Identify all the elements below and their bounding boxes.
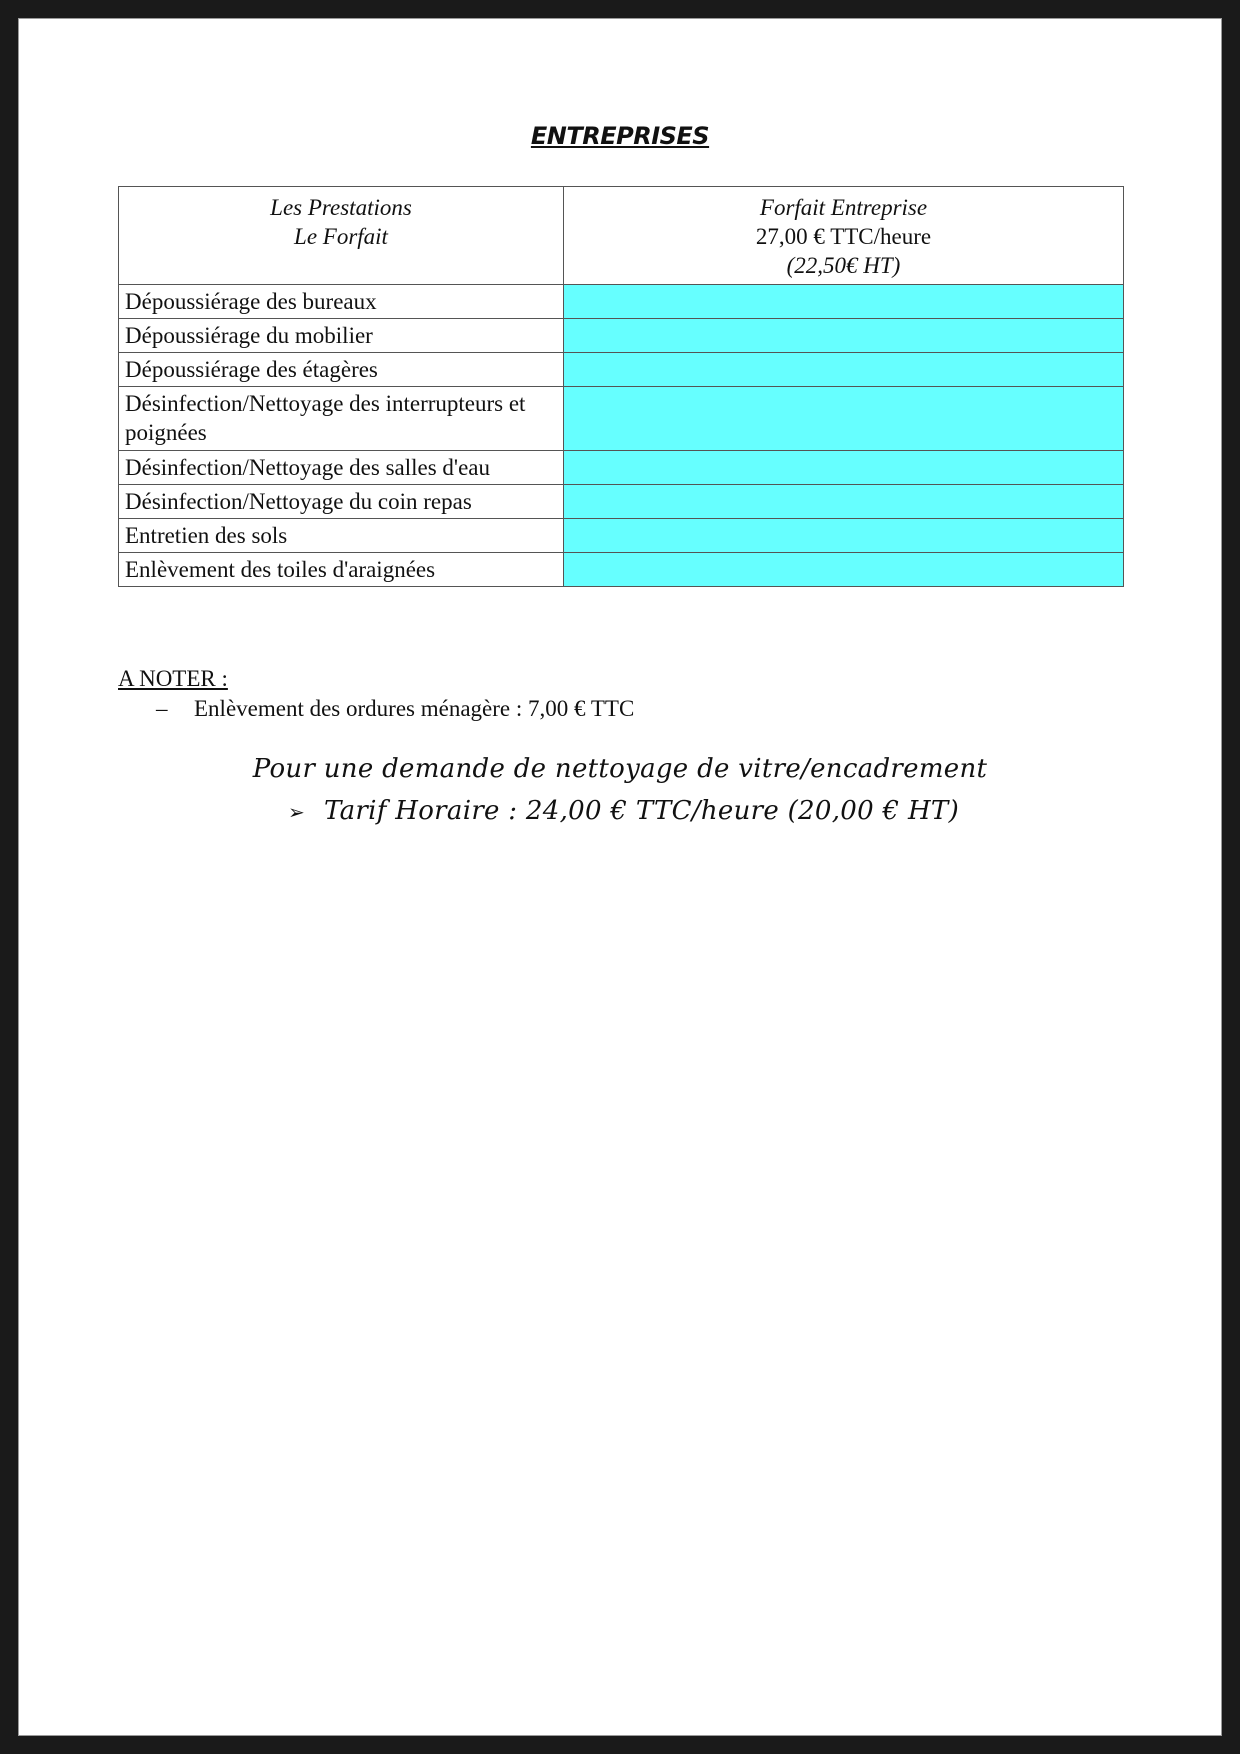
table-row [119,451,1124,485]
header-left-line1: Les Prestations [270,195,412,220]
service-label: Désinfection/Nettoyage du coin repas [119,485,564,519]
note-item-text: Enlèvement des ordures ménagère : 7,00 € TTC [194,696,635,721]
header-forfait [564,187,1124,285]
hourly-rate-line [288,796,959,826]
included-cell [564,387,1124,451]
header-right-line1: Forfait Entreprise [759,195,928,220]
service-label: Dépoussiérage des bureaux [119,285,564,319]
included-cell [564,519,1124,553]
header-right-line2: 27,00 € TTC/heure [755,224,932,249]
table-row [119,319,1124,353]
table-header-row [119,187,1124,285]
header-right-line3: (22,50€ HT) [786,253,901,278]
note-item [156,696,634,722]
table-row [119,285,1124,319]
note-title: A NOTER : [118,666,228,691]
tariff-table [118,186,1124,587]
service-label: Entretien des sols [119,519,564,553]
arrow-bullet-icon: ➢ [288,800,306,824]
table-row [119,553,1124,587]
service-label: Désinfection/Nettoyage des salles d'eau [119,451,564,485]
window-cleaning-heading: Pour une demande de nettoyage de vitre/encadrement [252,754,988,784]
service-label: Désinfection/Nettoyage des interrupteurs et poignées [119,387,564,451]
included-cell [564,353,1124,387]
included-cell [564,285,1124,319]
service-label: Enlèvement des toiles d'araignées [119,553,564,587]
document-page [34,34,1206,1720]
header-prestations [119,187,564,285]
page-title: ENTREPRISES [530,122,710,150]
table-row [119,387,1124,451]
hourly-rate-text: Tarif Horaire : 24,00 € TTC/heure (20,00 € HT) [324,796,960,826]
header-left-line2: Le Forfait [294,224,388,249]
included-cell [564,553,1124,587]
included-cell [564,319,1124,353]
table-row [119,485,1124,519]
service-label: Dépoussiérage du mobilier [119,319,564,353]
included-cell [564,451,1124,485]
service-label: Dépoussiérage des étagères [119,353,564,387]
dash-bullet: – [156,696,168,721]
included-cell [564,485,1124,519]
table-row [119,353,1124,387]
table-row [119,519,1124,553]
